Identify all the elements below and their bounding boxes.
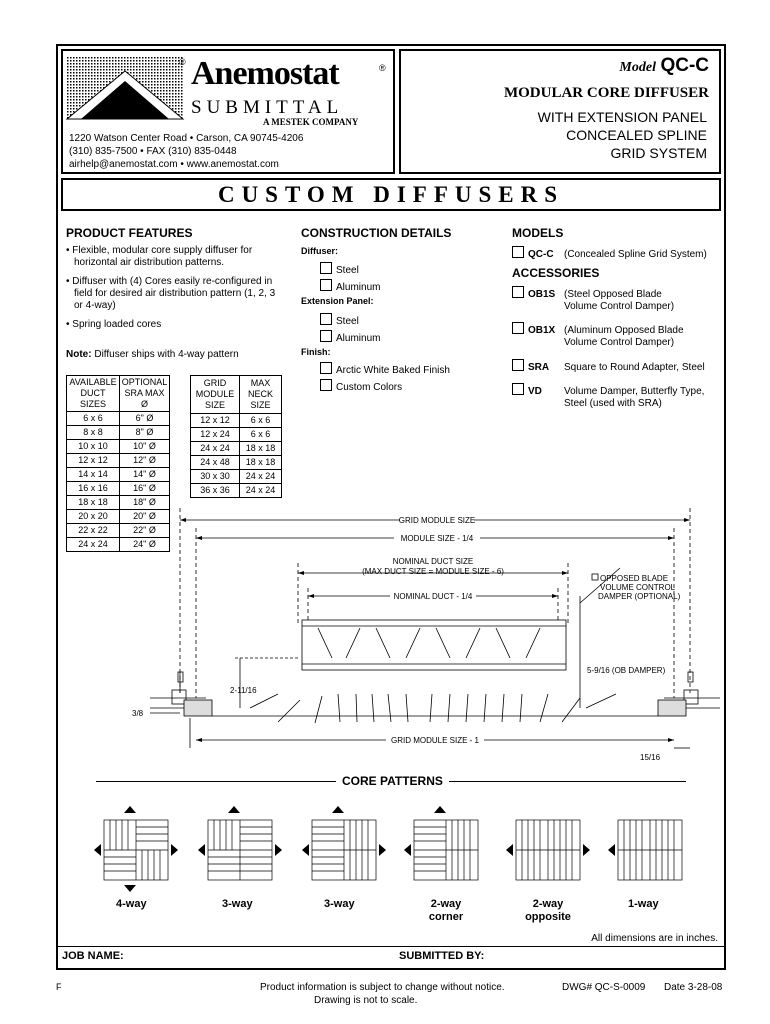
checkbox[interactable]	[512, 286, 524, 298]
table-row: 30 x 30 24 x 24	[191, 470, 282, 484]
grid-minus-label: GRID MODULE SIZE - 1	[390, 736, 480, 745]
header-logo-box	[61, 49, 395, 174]
feature-item: • Flexible, modular core supply diffuser for horizontal air distribution patterns.	[66, 245, 253, 268]
job-name-label: JOB NAME:	[62, 950, 124, 962]
grid-module-size-label: GRID MODULE SIZE	[398, 516, 476, 525]
table-row: 22 x 22 22" Ø	[67, 524, 170, 538]
accessory-ob1s[interactable]: OB1S (Steel Opposed Blade Volume Control Damper)	[512, 286, 674, 313]
finish-white-option[interactable]: Arctic White Baked Finish	[320, 362, 450, 377]
subtitle-2: CONCEALED SPLINE	[566, 127, 707, 143]
finish-label: Finish:	[301, 347, 331, 357]
dim-15-16: 15/16	[640, 753, 661, 762]
checkbox[interactable]	[320, 362, 332, 374]
footer-f: F	[56, 982, 62, 992]
dimensions-note: All dimensions are in inches.	[591, 933, 718, 944]
table-row: 14 x 14 14" Ø	[67, 468, 170, 482]
pattern-2way-opposite-icon	[516, 820, 580, 880]
brand-name: Anemostat	[191, 55, 339, 92]
model-number: QC-C	[660, 55, 709, 76]
sra-header: OPTIONAL SRA MAX Ø	[120, 376, 170, 412]
pattern-label-2way-opposite: 2-way opposite	[525, 898, 571, 923]
nominal-duct-size-label: NOMINAL DUCT SIZE	[392, 557, 474, 566]
checkbox[interactable]	[320, 279, 332, 291]
core-patterns-drawing	[90, 800, 680, 900]
features-list	[66, 245, 276, 338]
scale-notice: Drawing is not to scale.	[314, 995, 418, 1006]
model-label: Model	[619, 60, 656, 75]
checkbox[interactable]	[320, 262, 332, 274]
table-row: 18 x 18 18" Ø	[67, 496, 170, 510]
banner-box	[61, 178, 721, 211]
neck-size-header: MAX NECK SIZE	[240, 376, 282, 414]
max-duct-size-label: (MAX DUCT SIZE = MODULE SIZE - 6)	[362, 567, 504, 576]
pattern-3way-b-icon	[312, 820, 376, 880]
damper-label-3: DAMPER (OPTIONAL)	[598, 592, 681, 601]
registered-mark-2: ®	[379, 63, 386, 73]
ext-aluminum-option[interactable]: Aluminum	[320, 330, 380, 345]
note-label: Note:	[66, 349, 92, 360]
checkbox[interactable]	[320, 379, 332, 391]
dim-2-11-16: 2-11/16	[230, 686, 257, 695]
table-row: 24 x 24 24" Ø	[67, 538, 170, 552]
company-label: A MESTEK COMPANY	[263, 117, 359, 127]
table-row: 12 x 12 12" Ø	[67, 454, 170, 468]
feature-item: • Diffuser with (4) Cores easily re-configured in field for desired air distribution pattern (1, 2, 3 or 4-way)	[66, 276, 276, 311]
diffuser-steel-option[interactable]: Steel	[320, 262, 359, 277]
construction-heading: CONSTRUCTION DETAILS	[301, 226, 452, 240]
header-title-box	[399, 49, 721, 174]
accessory-vd[interactable]: VD Volume Damper, Butterfly Type, Steel (used with SRA)	[512, 383, 704, 410]
table-row: 20 x 20 20" Ø	[67, 510, 170, 524]
table-row: 24 x 48 18 x 18	[191, 456, 282, 470]
anemostat-logo-icon	[67, 57, 183, 119]
accessories-heading: ACCESSORIES	[512, 266, 600, 280]
accessory-sra[interactable]: SRA Square to Round Adapter, Steel	[512, 359, 705, 374]
web: airhelp@anemostat.com • www.anemostat.com	[69, 159, 279, 170]
table-row: 24 x 24 18 x 18	[191, 442, 282, 456]
ext-panel-label: Extension Panel:	[301, 296, 374, 306]
table-row: 8 x 8 8" Ø	[67, 426, 170, 440]
table-row: 12 x 12 6 x 6	[191, 414, 282, 428]
pattern-label-4way: 4-way	[116, 898, 147, 910]
grid-module-table	[190, 375, 282, 498]
module-size-label: MODULE SIZE - 1/4	[400, 534, 474, 543]
checkbox[interactable]	[512, 246, 524, 258]
table-row: 6 x 6 6" Ø	[67, 412, 170, 426]
ext-steel-option[interactable]: Steel	[320, 313, 359, 328]
product-title: MODULAR CORE DIFFUSER	[503, 85, 709, 101]
pattern-label-3way-a: 3-way	[222, 898, 253, 910]
features-heading: PRODUCT FEATURES	[66, 226, 193, 240]
diffuser-label: Diffuser:	[301, 246, 339, 256]
pattern-label-2way-corner: 2-way corner	[428, 898, 464, 923]
checkbox[interactable]	[320, 330, 332, 342]
phone: (310) 835-7500 • FAX (310) 835-0448	[69, 146, 237, 157]
drawing-date: Date 3-28-08	[664, 982, 723, 993]
registered-mark: ®	[179, 57, 186, 67]
damper-label-2: VOLUME CONTROL	[600, 583, 676, 592]
diffuser-aluminum-option[interactable]: Aluminum	[320, 279, 380, 294]
table-row: 16 x 16 16" Ø	[67, 482, 170, 496]
damper-label-1: OPPOSED BLADE	[600, 574, 669, 583]
duct-size-header: AVAILABLE DUCT SIZES	[67, 376, 120, 412]
models-heading: MODELS	[512, 226, 564, 240]
submitted-by-label: SUBMITTED BY:	[399, 950, 485, 962]
pattern-label-3way-b: 3-way	[324, 898, 355, 910]
nominal-duct-label: NOMINAL DUCT - 1/4	[393, 592, 473, 601]
subtitle-3: GRID SYSTEM	[610, 145, 707, 161]
checkbox[interactable]	[320, 313, 332, 325]
job-rule	[56, 946, 726, 947]
checkbox[interactable]	[512, 383, 524, 395]
dim-3-8: 3/8	[132, 709, 144, 718]
pattern-3way-a-icon	[208, 820, 272, 880]
accessory-ob1x[interactable]: OB1X (Aluminum Opposed Blade Volume Control Damper)	[512, 322, 684, 349]
note-text: Diffuser ships with 4-way pattern	[91, 349, 239, 360]
grid-size-header: GRID MODULE SIZE	[191, 376, 240, 414]
checkbox[interactable]	[512, 322, 524, 334]
table-row: 12 x 24 6 x 6	[191, 428, 282, 442]
subtitle-1: WITH EXTENSION PANEL	[537, 109, 707, 125]
note	[66, 349, 239, 361]
core-patterns-heading: CORE PATTERNS	[336, 774, 449, 788]
address: 1220 Watson Center Road • Carson, CA 90745-4206	[69, 133, 304, 144]
drawing-number: DWG# QC-S-0009	[562, 982, 646, 993]
pattern-label-1way: 1-way	[628, 898, 659, 910]
pattern-1way-icon	[618, 820, 682, 880]
section-drawing	[132, 508, 720, 768]
pattern-4way-icon	[104, 820, 168, 880]
banner-title: CUSTOM DIFFUSERS	[217, 182, 565, 207]
table-row: 10 x 10 10" Ø	[67, 440, 170, 454]
submittal-label: SUBMITTAL	[191, 97, 344, 118]
finish-custom-option[interactable]: Custom Colors	[320, 379, 402, 394]
table-row: 36 x 36 24 x 24	[191, 484, 282, 498]
ob-damper-label: 5-9/16 (OB DAMPER)	[587, 666, 666, 675]
feature-item: • Spring loaded cores	[66, 319, 162, 330]
change-notice: Product information is subject to change without notice.	[260, 982, 505, 993]
pattern-2way-corner-icon	[414, 820, 478, 880]
model-qcc-option[interactable]: QC-C (Concealed Spline Grid System)	[512, 246, 707, 261]
checkbox[interactable]	[512, 359, 524, 371]
